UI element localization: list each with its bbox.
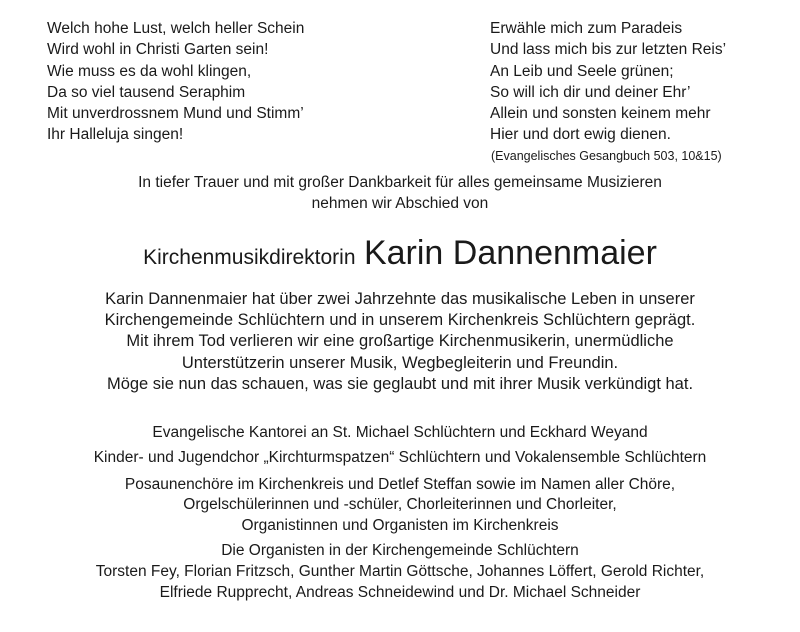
verse-line: Da so viel tausend Seraphim: [47, 83, 246, 101]
tribute-text: [0, 289, 800, 395]
deceased-name: Karin Dannenmaier: [363, 234, 657, 272]
hymn-verse-right: [490, 18, 726, 166]
deceased-title: Kirchenmusikdirektorin: [143, 246, 356, 269]
mourner-line: Kinder- und Jugendchor „Kirchturmspatzen“ Schlüchtern und Vokalensemble Schlüchtern: [93, 448, 707, 466]
mourner-group-kinderchor: [0, 448, 800, 469]
mourners-list: [0, 423, 800, 603]
verse-line: Welch hohe Lust, welch heller Schein: [47, 20, 305, 37]
verse-line: Wird wohl in Christi Garten sein!: [47, 41, 269, 59]
verse-line: Und lass mich bis zur letzten Reis’: [490, 41, 727, 59]
mourner-group-organisten: [0, 541, 800, 603]
mourner-line: Posaunenchöre im Kirchenkreis und Detlef Steffan sowie im Namen aller Chöre,: [124, 475, 676, 493]
hymn-source: (Evangelisches Gesangbuch 503, 10&15): [491, 148, 722, 163]
verse-line: Wie muss es da wohl klingen,: [47, 62, 252, 80]
tribute-line: Kirchengemeinde Schlüchtern und in unserem Kirchenkreis Schlüchtern geprägt.: [104, 311, 696, 330]
verse-line: Erwähle mich zum Paradeis: [490, 20, 683, 37]
intro-text: [0, 173, 800, 214]
verse-line: Mit unverdrossnem Mund und Stimm’: [47, 105, 304, 123]
mourner-line: Orgelschülerinnen und -schüler, Chorleiterinnen und Chorleiter,: [183, 496, 617, 514]
verse-line: Allein und sonsten keinem mehr: [490, 105, 711, 123]
tribute-line: Karin Dannenmaier hat über zwei Jahrzehnte das musikalische Leben in unserer: [105, 290, 695, 308]
deceased-heading: [0, 234, 800, 273]
mourner-line: Die Organisten in der Kirchengemeinde Schlüchtern: [221, 541, 579, 559]
tribute-line: Möge sie nun das schauen, was sie geglaubt und mit ihrer Musik verkündigt hat.: [106, 374, 694, 393]
verse-line: Ihr Halleluja singen!: [47, 126, 184, 144]
mourner-line: Torsten Fey, Florian Fritzsch, Gunther Martin Göttsche, Johannes Löffert, Gerold Richter,: [95, 562, 705, 580]
verse-line: Hier und dort ewig dienen.: [490, 126, 671, 144]
mourner-line: Evangelische Kantorei an St. Michael Schlüchtern und Eckhard Weyand: [152, 424, 648, 441]
mourner-group-posaunenchoere: [0, 475, 800, 537]
mourner-line: Elfriede Rupprecht, Andreas Schneidewind und Dr. Michael Schneider: [159, 583, 641, 601]
tribute-line: Mit ihrem Tod verlieren wir eine großartige Kirchenmusikerin, unermüdliche: [126, 332, 674, 351]
intro-line: In tiefer Trauer und mit großer Dankbarkeit für alles gemeinsame Musizieren: [138, 174, 662, 191]
mourner-line: Organistinnen und Organisten im Kirchenkreis: [241, 517, 559, 535]
verse-line: An Leib und Seele grünen;: [490, 62, 674, 80]
hymn-verse-left: [47, 18, 304, 146]
intro-line: nehmen wir Abschied von: [311, 194, 489, 212]
mourner-group-kantorei: [0, 423, 800, 444]
verse-line: So will ich dir und deiner Ehr’: [490, 83, 691, 101]
tribute-line: Unterstützerin unserer Musik, Wegbegleiterin und Freundin.: [181, 353, 619, 372]
